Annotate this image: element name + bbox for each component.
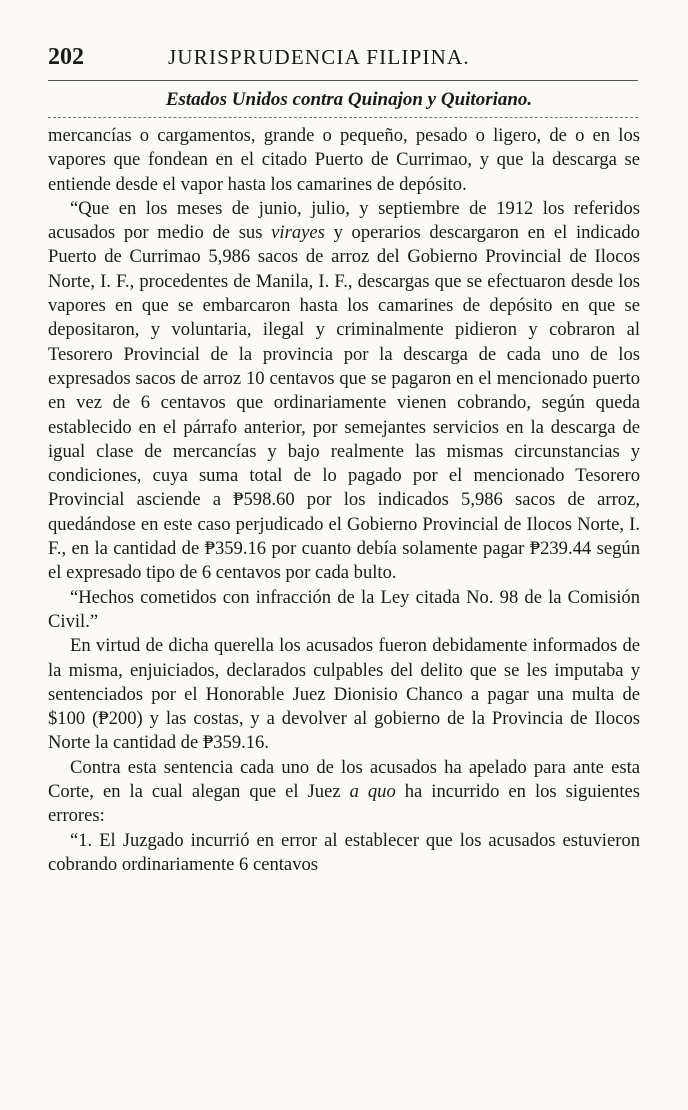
case-title-rule xyxy=(48,117,638,118)
case-title: Estados Unidos contra Quinajon y Quitoriano. xyxy=(165,89,533,110)
paragraph-3: “Hechos cometidos con infracción de la Ley citada No. 98 de la Comisión Civil.” xyxy=(48,586,640,632)
paragraph-6: “1. El Juzgado incurrió en error al establecer que los acusados estuvieron cobrando ordinariamente 6 centavos xyxy=(48,829,640,875)
paragraph-2-part-a: “Que en los meses de junio, julio, y septiembre de 1912 los referidos acusados por medio de sus xyxy=(48,197,640,244)
paragraph-5-italic: a quo xyxy=(349,781,396,803)
page-header xyxy=(48,44,640,76)
paragraph-2-italic: virayes xyxy=(271,222,325,244)
paragraph-4: En virtud de dicha querella los acusados fueron debidamente informados de la misma, enjuiciados, declarados culpables del delito que se les imputaba y sentenciados por el Honorable Juez Dionisio Chanco a pagar una multa de $100 (₱200) y las costas, y a devolver al gobierno de la Provincia de Ilocos Norte la cantidad de ₱359.16. xyxy=(48,635,640,754)
paragraph-5-part-b: ha incurrido en los siguientes errores: xyxy=(48,781,641,827)
paragraph-5 xyxy=(48,756,640,829)
document-page xyxy=(48,44,640,877)
paragraph-2 xyxy=(48,197,640,586)
page-number: 202 xyxy=(48,44,84,70)
paragraph-5-part-a: Contra esta sentencia cada uno de los acusados ha apelado para ante esta Corte, en la cual alegan que el Juez xyxy=(48,756,640,803)
running-title: JURISPRUDENCIA FILIPINA. xyxy=(168,45,470,69)
header-rule xyxy=(48,80,638,81)
body-text xyxy=(48,124,640,877)
paragraph-1: mercancías o cargamentos, grande o pequeño, pesado o ligero, de o en los vapores que fondean en el citado Puerto de Currimao, y que la descarga se entiende desde el vapor hasta los camarines de depósito. xyxy=(48,125,640,195)
paragraph-2-part-b: y operarios descargaron en el indicado Puerto de Currimao 5,986 sacos de arroz del Gobierno Provincial de Ilocos Norte, I. F., procedentes de Manila, I. F., descargas que se efectuaron desde los vapores en que se embarcaron hasta los camarines de depósito en que se depositaron, y voluntaria, ilegal y criminalmente pidieron y cobraron al Tesorero Provincial de la provincia por la descarga de cada uno de los expresados sacos de arroz 10 centavos que se pagaron en el mencionado puerto en vez de 6 centavos que ordinariamente vienen cobrando, según queda establecido en el párrafo anterior, por semejantes servicios en la descarga de igual clase de mercancías y bajo realmente las mismas circunstancias y condiciones, cuya suma total de lo pagado por el mencionado Tesorero Provincial asciende a ₱598.60 por los indicados 5,986 sacos de arroz, quedándose en este caso perjudicado el Gobierno Provincial de Ilocos Norte, I. F., en la cantidad de ₱359.16 por cuanto debía solamente pagar ₱239.44 según el expresado tipo de 6 centavos por cada bulto. xyxy=(48,222,640,584)
